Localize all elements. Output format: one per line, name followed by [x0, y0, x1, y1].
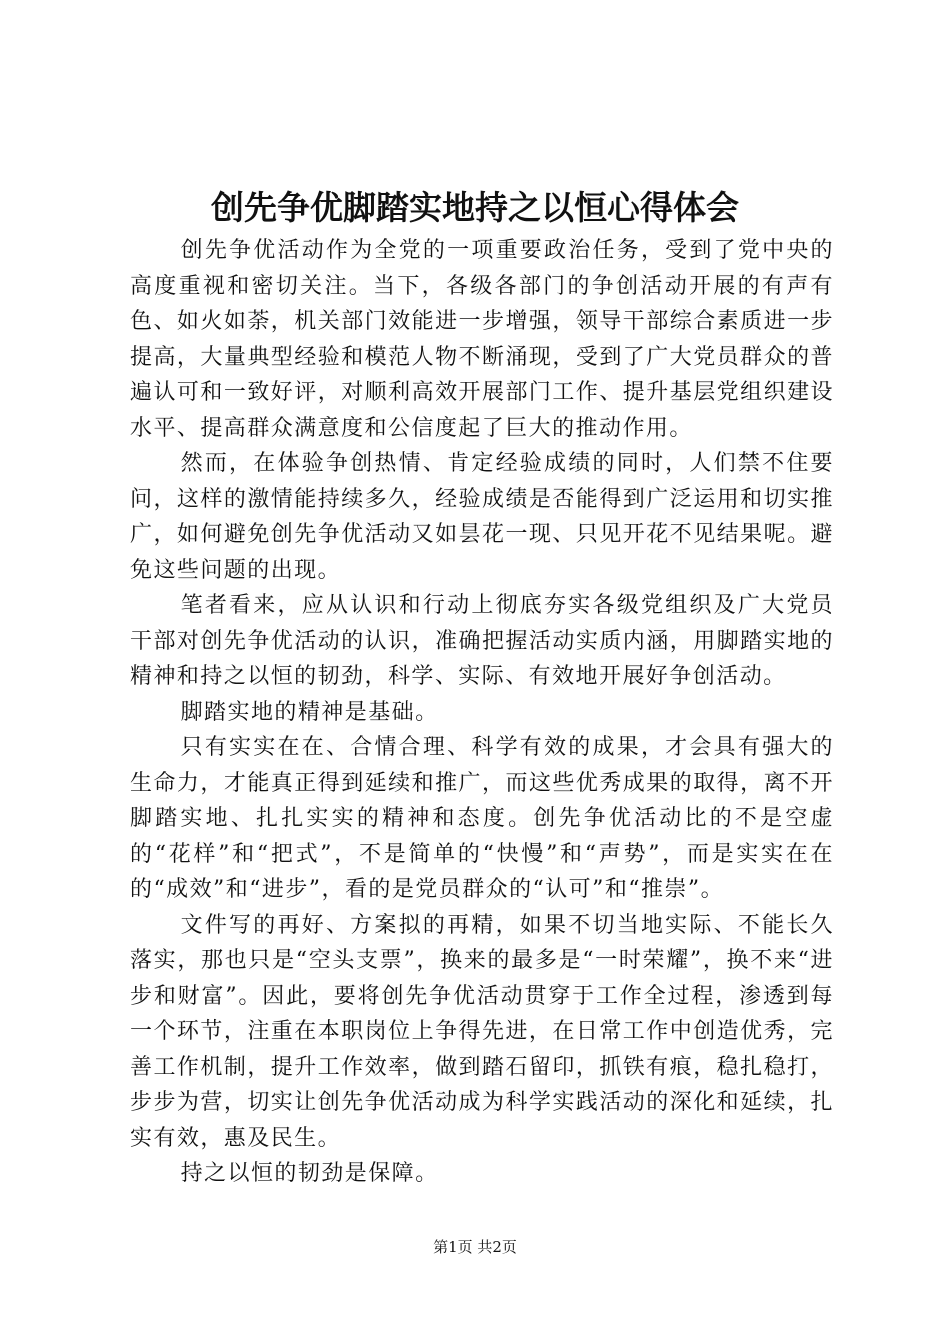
document-body [130, 233, 834, 1192]
page-footer: 第1页 共2页 [433, 1238, 517, 1256]
paragraph-1: 创先争优活动作为全党的一项重要政治任务，受到了党中央的高度重视和密切关注。当下，各级各部门的争创活动开展的有声有色、如火如荼，机关部门效能进一步增强，领导干部综合素质进一步提高，大量典型经验和模范人物不断涌现，受到了广大党员群众的普遍认可和一致好评，对顺利高效开展部门工作、提升基层党组织建设水平、提高群众满意度和公信度起了巨大的推动作用。 [130, 238, 834, 441]
paragraph-2: 然而，在体验争创热情、肯定经验成绩的同时，人们禁不住要问，这样的激情能持续多久，经验成绩是否能得到广泛运用和切实推广，如何避免创先争优活动又如昙花一现、只见开花不见结果呢。避免这些问题的出现。 [130, 451, 834, 583]
section-heading-foundation: 脚踏实地的精神是基础。 [180, 699, 439, 725]
paragraph-4: 只有实实在在、合情合理、科学有效的成果，才会具有强大的生命力，才能真正得到延续和推广，而这些优秀成果的取得，离不开脚踏实地、扎扎实实的精神和态度。创先争优活动比的不是空虚的“花样”和“把式”，不是简单的“快慢”和“声势”，而是实实在在的“成效”和“进步”，看的是党员群众的“认可”和“推崇”。 [130, 735, 834, 902]
document-title: 创先争优脚踏实地持之以恒心得体会 [211, 188, 739, 227]
paragraph-3: 笔者看来，应从认识和行动上彻底夯实各级党组织及广大党员干部对创先争优活动的认识，准确把握活动实质内涵，用脚踏实地的精神和持之以恒的韧劲，科学、实际、有效地开展好争创活动。 [130, 593, 834, 689]
paragraph-5: 文件写的再好、方案拟的再精，如果不切当地实际、不能长久落实，那也只是“空头支票”，换来的最多是“一时荣耀”，换不来“进步和财富”。因此，要将创先争优活动贯穿于工作全过程，渗透到每一个环节，注重在本职岗位上争得先进，在日常工作中创造优秀，完善工作机制，提升工作效率，做到踏石留印，抓铁有痕，稳扎稳打，步步为营，切实让创先争优活动成为科学实践活动的深化和延续，扎实有效，惠及民生。 [130, 912, 834, 1151]
section-heading-guarantee: 持之以恒的韧劲是保障。 [180, 1161, 439, 1186]
